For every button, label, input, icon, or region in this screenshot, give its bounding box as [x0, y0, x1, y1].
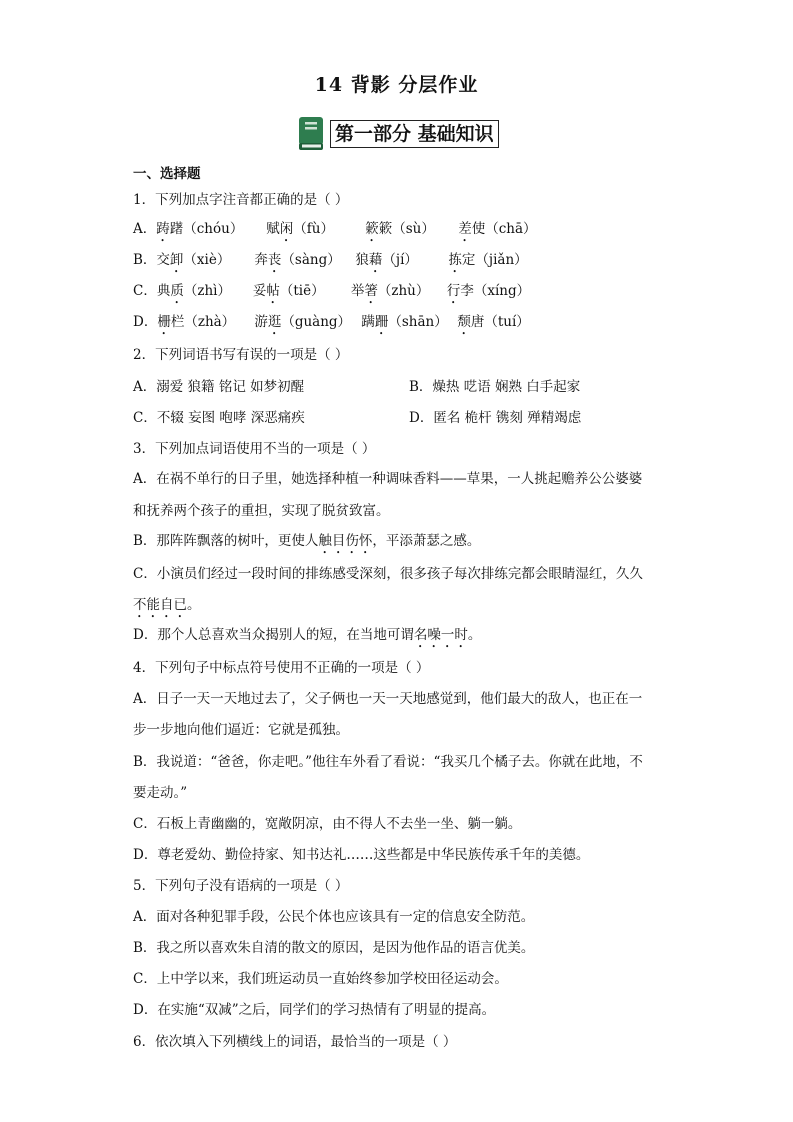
q2-option-a: A．溺爱 狼籍 铭记 如梦初醒 — [133, 379, 305, 395]
q3-option-a-line1: A．在祸不单行的日子里，她选择种植一种调味香料——草果，一人挑起赡养公公婆婆 — [133, 471, 643, 487]
q2-option-c: C．不辍 妄图 咆哮 深恶痛疾 — [133, 410, 305, 426]
book-icon — [296, 115, 326, 153]
section-label: 第一部分 基础知识 — [330, 120, 499, 148]
q2-option-d: D．匿名 桅杆 镌刻 殚精竭虑 — [409, 410, 582, 426]
q4-option-d: D．尊老爱幼、勤俭持家、知书达礼……这些都是中华民族传承千年的美德。 — [133, 847, 590, 863]
q3-option-c-line2: 不能自已。 — [133, 597, 201, 613]
q6-stem: 6．依次填入下列横线上的词语，最恰当的一项是（ ） — [133, 1034, 457, 1050]
q3-option-d: D．那个人总喜欢当众揭别人的短，在当地可谓名噪一时。 — [133, 627, 482, 643]
q1-option-b: B．交卸（xiè） 奔丧（sàng） 狼藉（jí） 拣定（jiǎn） — [133, 252, 528, 268]
q3-option-a-line2: 和抚养两个孩子的重担，实现了脱贫致富。 — [133, 503, 390, 519]
q4-stem: 4．下列句子中标点符号使用不正确的一项是（ ） — [133, 660, 430, 676]
q5-option-d: D．在实施“双减”之后，同学们的学习热情有了明显的提高。 — [133, 1002, 496, 1018]
q1-option-a: A．踌躇（chóu） 赋闲（fù） 簌簌（sù） 差使（chā） — [133, 221, 537, 237]
q5-option-b: B．我之所以喜欢朱自清的散文的原因，是因为他作品的语言优美。 — [133, 940, 535, 956]
q2-option-b: B．燥热 呓语 娴熟 白手起家 — [409, 379, 581, 395]
q4-option-b-line1: B．我说道：“爸爸，你走吧。”他往车外看了看说：“我买几个橘子去。你就在此地，不 — [133, 754, 643, 770]
q4-option-a-line2: 步一步地向他们逼近：它就是孤独。 — [133, 722, 349, 738]
q3-stem: 3．下列加点词语使用不当的一项是（ ） — [133, 441, 376, 457]
page-title: 14 背影 分层作业 — [314, 74, 479, 96]
q3-option-c-line1: C．小演员们经过一段时间的排练感受深刻，很多孩子每次排练完都会眼睛湿红，久久 — [133, 566, 643, 582]
q4-option-b-line2: 要走动。” — [133, 785, 188, 801]
q3-option-b: B．那阵阵飘落的树叶，更使人触目伤怀，平添萧瑟之感。 — [133, 533, 481, 549]
q1-stem: 1．下列加点字注音都正确的是（ ） — [133, 192, 349, 208]
question-type-heading: 一、选择题 — [133, 166, 201, 182]
q1-option-d: D．栅栏（zhà） 游逛（guàng） 蹒跚（shān） 颓唐（tuí） — [133, 314, 530, 330]
q5-stem: 5．下列句子没有语病的一项是（ ） — [133, 878, 349, 894]
q4-option-a-line1: A．日子一天一天地过去了，父子俩也一天一天地感觉到，他们最大的敌人，也正在一 — [133, 691, 643, 707]
section-header — [296, 114, 499, 154]
q5-option-c: C．上中学以来，我们班运动员一直始终参加学校田径运动会。 — [133, 971, 508, 987]
q5-option-a: A．面对各种犯罪手段，公民个体也应该具有一定的信息安全防范。 — [133, 909, 535, 925]
q1-option-c: C．典质（zhì） 妥帖（tiē） 举箸（zhù） 行李（xíng） — [133, 283, 531, 299]
q2-stem: 2．下列词语书写有误的一项是（ ） — [133, 347, 349, 363]
q4-option-c: C．石板上青幽幽的，宽敞阴凉，由不得人不去坐一坐、躺一躺。 — [133, 816, 522, 832]
